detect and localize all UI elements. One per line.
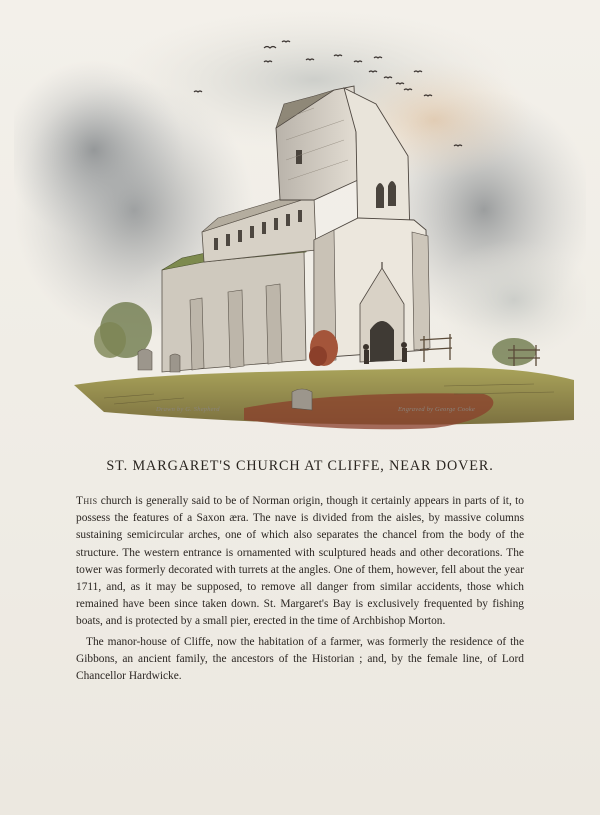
page-title: ST. MARGARET'S CHURCH AT CLIFFE, NEAR DOVER. — [106, 458, 494, 474]
drawn-by-credit: Drawn by G. Shepherd — [156, 406, 220, 413]
paragraph-1-text: church is generally said to be of Norman origin, though it certainly appears in parts of it, to possess the features of a Saxon æra. The nave is divided from the aisles, by massive columns sustaining semicircular arches, one of which also separates the chancel from the body of the structure. The western entrance is ornamented with sculptured heads and other decorations. The tower was formerly decorated with turrets at the angles. One of them, however, fell about the year 1711, and, as it may be supposed, to remove all danger from similar accidents, those which remained have been since taken down. St. Margaret's Bay is exclusively frequented by fishing boats, and is protected by a small pier, erected in the time of Archbishop Morton. — [76, 495, 524, 628]
engraved-by-credit: Engraved by George Cooke — [398, 406, 475, 413]
paragraph-2-text: The manor-house of Cliffe, now the habitation of a farmer, was formerly the residence of the Gibbons, an ancient family, the ancestors of the Historian ; and, by the female line, of Lord Chancellor Hardwicke. — [76, 635, 524, 683]
paragraph-1-lead: This — [76, 495, 98, 507]
body-text — [76, 493, 524, 685]
engraving-plate — [14, 0, 586, 440]
paragraph-1 — [76, 493, 524, 631]
church-illustration — [14, 0, 586, 440]
paragraph-2 — [76, 634, 524, 686]
